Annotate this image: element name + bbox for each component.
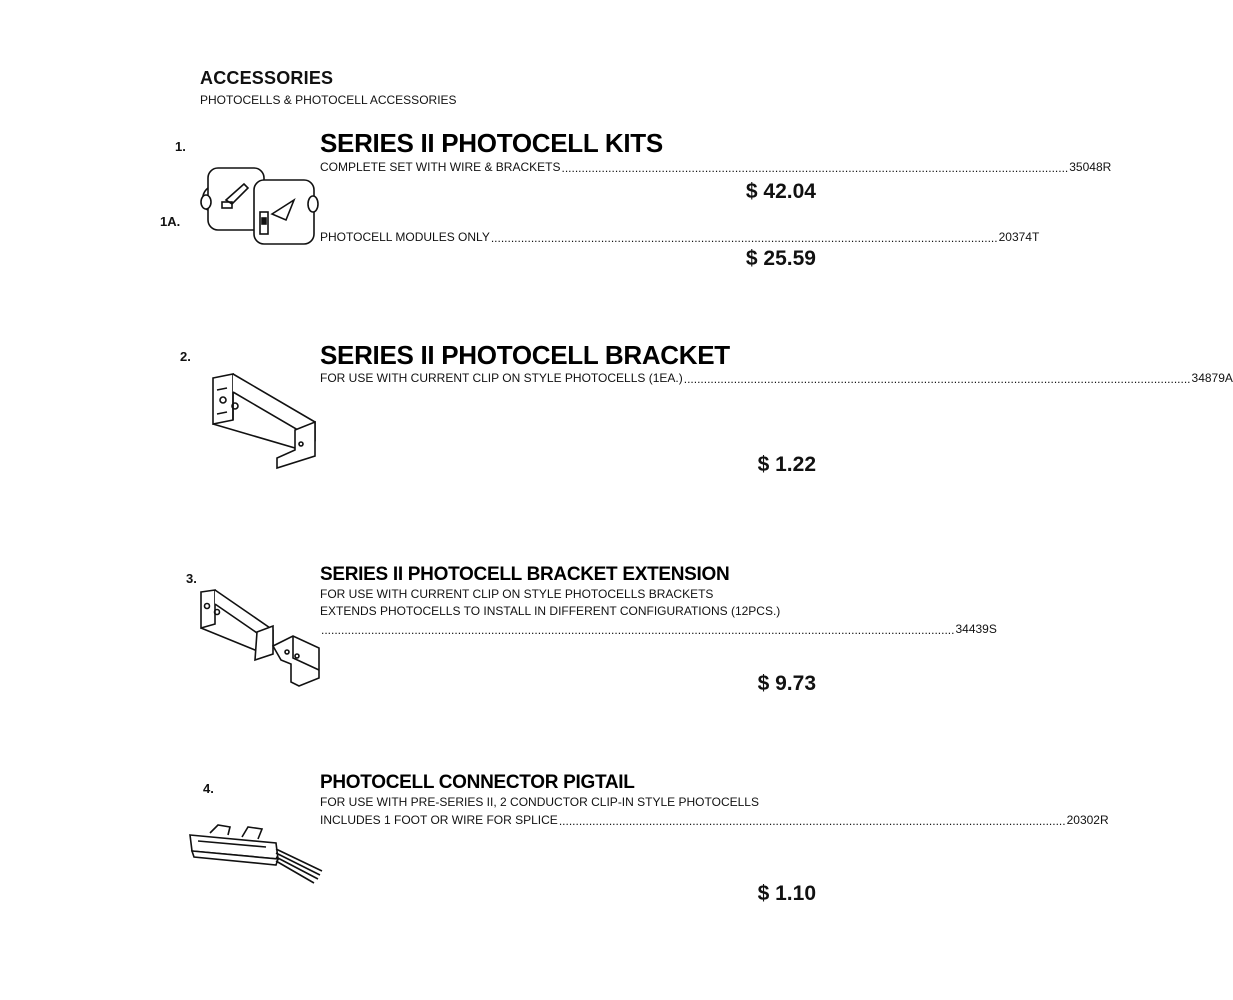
product-line — [320, 371, 1233, 386]
product-price: $ 42.04 — [745, 180, 816, 203]
product-desc: EXTENDS PHOTOCELLS TO INSTALL IN DIFFERENT CONFIGURATIONS (12PCS.) — [320, 604, 781, 618]
item-number: 1. — [175, 139, 186, 154]
part-number: 35048R — [1069, 160, 1112, 174]
product-price: $ 9.73 — [757, 672, 816, 695]
product-desc: FOR USE WITH CURRENT CLIP ON STYLE PHOTOCELLS (1EA.) — [320, 371, 683, 385]
part-number: 20374T — [998, 230, 1040, 244]
item-number: 4. — [203, 781, 214, 796]
product-line — [320, 622, 997, 637]
product-line — [320, 230, 1040, 245]
leader-dots: ........................................................................................................................................................ — [561, 161, 1069, 175]
leader-dots: ........................................................................................................................................................ — [490, 231, 998, 245]
item-number: 2. — [180, 349, 191, 364]
product-title: SERIES II PHOTOCELL BRACKET EXTENSION — [320, 564, 730, 585]
item-sub-number: 1A. — [160, 214, 181, 229]
product-desc: COMPLETE SET WITH WIRE & BRACKETS — [320, 160, 561, 174]
photocell-kit-illustration — [198, 160, 323, 250]
product-price: $ 25.59 — [745, 247, 816, 270]
product-price: $ 1.22 — [757, 453, 816, 476]
product-line — [320, 160, 1112, 175]
product-title: PHOTOCELL CONNECTOR PIGTAIL — [320, 772, 635, 793]
product-price: $ 1.10 — [757, 882, 816, 905]
leader-dots: ........................................................................................................................................................ — [683, 372, 1191, 386]
leader-dots: .............................................................................................................................................................................................. — [321, 623, 955, 637]
item-number: 3. — [186, 571, 197, 586]
product-desc: FOR USE WITH CURRENT CLIP ON STYLE PHOTOCELLS BRACKETS — [320, 587, 714, 601]
connector-pigtail-illustration — [186, 815, 326, 885]
photocell-bracket-illustration — [205, 370, 325, 470]
bracket-extension-illustration — [195, 588, 325, 688]
product-desc: FOR USE WITH PRE-SERIES II, 2 CONDUCTOR CLIP-IN STYLE PHOTOCELLS — [320, 795, 759, 809]
part-number: 34879A — [1191, 371, 1233, 385]
product-desc: PHOTOCELL MODULES ONLY — [320, 230, 490, 244]
product-desc: INCLUDES 1 FOOT OR WIRE FOR SPLICE — [320, 813, 558, 827]
product-title: SERIES II PHOTOCELL BRACKET — [320, 340, 730, 370]
part-number: 20302R — [1066, 813, 1109, 827]
part-number: 34439S — [955, 622, 997, 636]
product-line — [320, 813, 1109, 828]
leader-dots: ........................................................................................................................................................ — [558, 814, 1066, 828]
page-title: ACCESSORIES — [200, 68, 334, 88]
product-title: SERIES II PHOTOCELL KITS — [320, 128, 663, 158]
page-subtitle: PHOTOCELLS & PHOTOCELL ACCESSORIES — [200, 93, 457, 107]
